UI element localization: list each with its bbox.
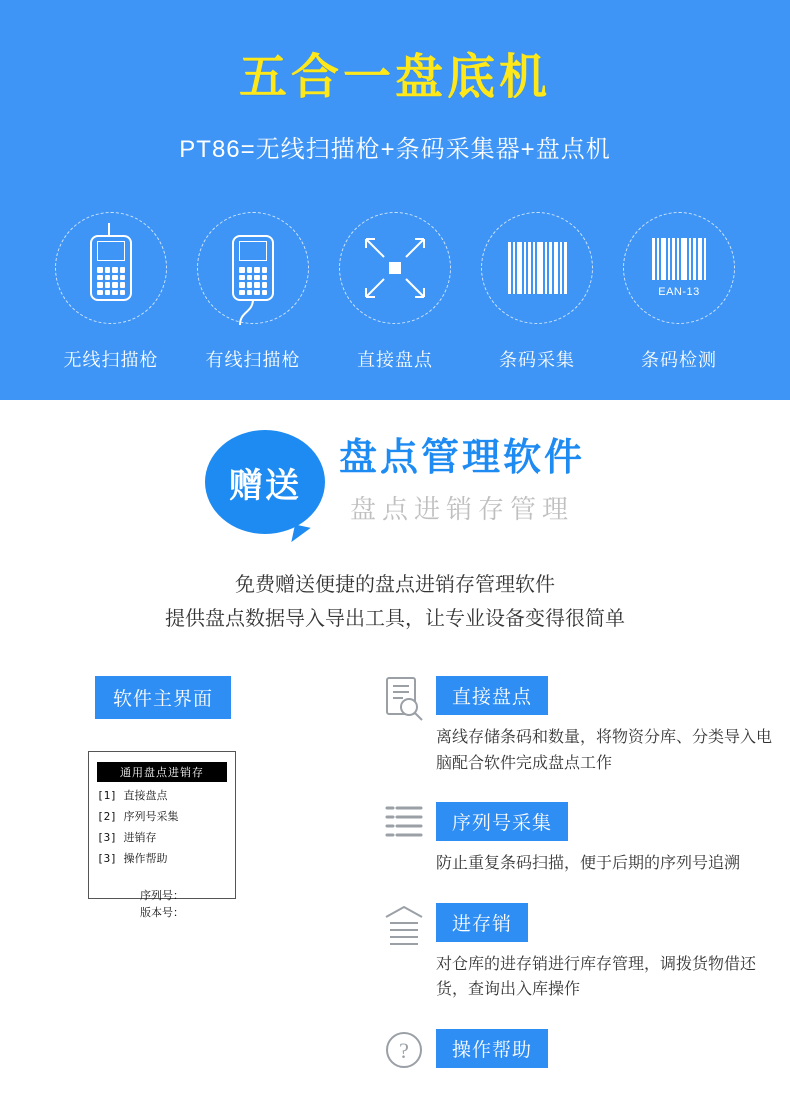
- feature-direct-count: [338, 212, 452, 372]
- feature-circle: [481, 212, 593, 324]
- feature-item-title: 序列号采集: [436, 802, 568, 841]
- feature-item-title: 操作帮助: [436, 1029, 548, 1068]
- device-menu-item-2: [2] 序列号采集: [97, 810, 179, 823]
- hero-subtitle: PT86=无线扫描枪+条码采集器+盘点机: [179, 136, 611, 163]
- bubble-tail-icon: [291, 525, 310, 546]
- svg-text:?: ?: [399, 1037, 409, 1063]
- ean-caption: EAN-13: [658, 286, 700, 298]
- features-detail-section: [0, 676, 790, 1107]
- feature-item-body: [430, 802, 740, 877]
- feature-circle: [197, 212, 309, 324]
- feature-item-body: [430, 1029, 548, 1081]
- main-ui-badge: 软件主界面: [95, 676, 231, 719]
- feature-list: [360, 676, 790, 1107]
- software-title-group: [339, 438, 585, 527]
- barcode-icon: [508, 242, 567, 294]
- feature-wireless-scanner: [54, 212, 168, 372]
- feature-item-inventory: [378, 903, 790, 1003]
- software-title: 盘点管理软件: [338, 436, 585, 479]
- wireless-scanner-icon: [90, 235, 132, 301]
- device-screen-title: 通用盘点进销存: [97, 762, 227, 782]
- feature-item-title: 进存销: [436, 903, 528, 942]
- feature-label: 条码采集: [499, 350, 575, 370]
- feature-item-help: [378, 1029, 790, 1081]
- feature-item-serial-capture: [378, 802, 790, 877]
- software-description: [0, 568, 790, 636]
- feature-item-text: 离线存储条码和数量，将物资分库、分类导入电脑配合软件完成盘点工作: [436, 729, 773, 772]
- feature-circle: [623, 212, 735, 324]
- cable-icon: [232, 299, 274, 329]
- scan-target-icon: [362, 235, 428, 301]
- device-serial-label: 序列号：: [140, 889, 184, 902]
- device-menu-item-3: [3] 进销存: [97, 831, 157, 844]
- feature-barcode-verify: [622, 212, 736, 372]
- wired-scanner-icon: [232, 235, 274, 301]
- software-subtitle: 盘点进销存管理: [349, 494, 574, 525]
- page-title: 五合一盘底机: [238, 51, 551, 104]
- feature-item-direct-count: [378, 676, 790, 776]
- feature-barcode-capture: [480, 212, 594, 372]
- feature-label: 有线扫描枪: [205, 350, 301, 370]
- device-screen: [88, 751, 236, 919]
- feature-label: 条码检测: [641, 350, 717, 370]
- device-preview-column: [60, 676, 360, 1107]
- feature-item-title: 直接盘点: [436, 676, 548, 715]
- software-section: [0, 400, 790, 1107]
- device-screen-footer: [97, 888, 227, 921]
- hero-section: [0, 0, 790, 400]
- document-search-icon: [378, 676, 430, 728]
- list-lines-icon: [378, 802, 430, 854]
- software-description-line2: 提供盘点数据导入导出工具，让专业设备变得很简单: [165, 608, 625, 630]
- feature-row: [0, 212, 790, 372]
- barcode-ean13-icon: [652, 238, 706, 298]
- feature-circle: [55, 212, 167, 324]
- feature-circle: [339, 212, 451, 324]
- gift-bubble: [205, 430, 325, 534]
- software-description-line1: 免费赠送便捷的盘点进销存管理软件: [235, 574, 555, 596]
- device-version-label: 版本号：: [140, 905, 184, 919]
- feature-label: 无线扫描枪: [63, 350, 159, 370]
- question-mark-icon: [378, 1029, 430, 1081]
- software-heading: [0, 422, 790, 542]
- warehouse-icon: [378, 903, 430, 955]
- device-menu-item-4: [3] 操作帮助: [97, 852, 168, 865]
- feature-wired-scanner: [196, 212, 310, 372]
- gift-bubble-label: 赠送: [228, 466, 301, 505]
- feature-item-body: [430, 903, 786, 1003]
- feature-item-text: 防止重复条码扫描，便于后期的序列号追溯: [436, 855, 741, 873]
- feature-item-body: [430, 676, 786, 776]
- feature-label: 直接盘点: [357, 350, 433, 370]
- feature-item-text: 对仓库的进存销进行库存管理，调拨货物借还货，查询出入库操作: [436, 955, 757, 999]
- device-menu-item-1: [1] 直接盘点: [97, 789, 168, 802]
